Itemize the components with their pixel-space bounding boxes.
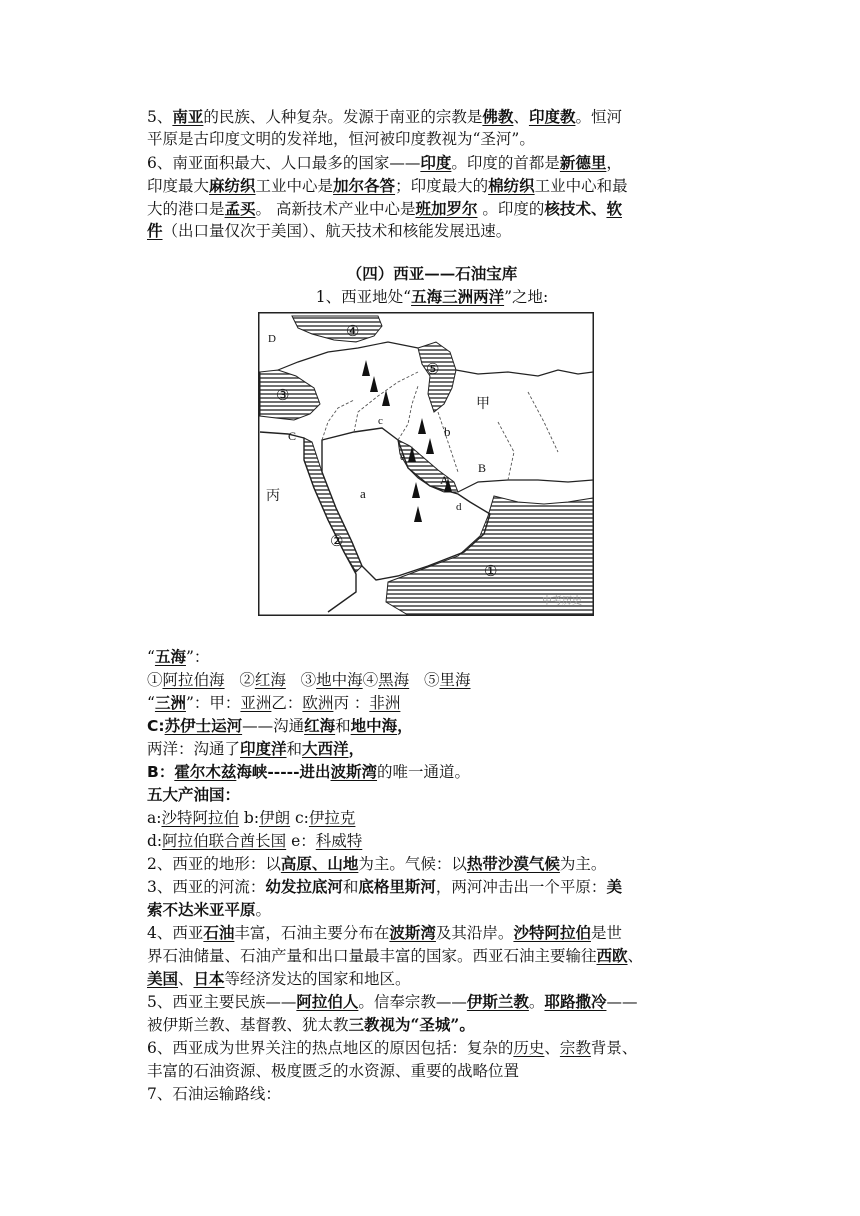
keyword: 苏伊士运河: [164, 716, 243, 735]
text: 和: [286, 740, 303, 758]
keyword: 红海: [254, 671, 286, 689]
label-red-sea: ②: [330, 534, 344, 550]
text: C:: [147, 717, 165, 735]
text: 等经济发达的国家和地区。: [224, 970, 411, 988]
keyword: 麻纺织: [209, 176, 256, 195]
text: 4、西亚: [147, 924, 204, 942]
watermark: 中考历史: [542, 596, 582, 607]
text: ，: [397, 716, 413, 735]
seas-list: [147, 669, 717, 691]
keyword: 美国: [147, 969, 179, 988]
text: 。信奉宗教——: [358, 993, 467, 1011]
text: 工业中心和最: [534, 177, 628, 195]
suez-canal: [147, 715, 717, 737]
text: 、: [627, 947, 644, 965]
keyword: 伊斯兰教: [466, 992, 529, 1011]
text: 印度最大: [147, 177, 210, 195]
text: 。恒河: [575, 108, 622, 126]
label-arabian-sea: ①: [484, 564, 498, 580]
text: ，: [348, 739, 365, 758]
text: ”之地:: [504, 288, 549, 306]
keyword: 沙特阿拉伯: [513, 923, 591, 942]
hormuz-strait: [147, 761, 717, 783]
text: B：: [147, 763, 175, 781]
keyword: 里海: [439, 671, 471, 689]
text: 。: [255, 901, 272, 919]
keyword: 佛教: [482, 107, 514, 126]
rivers: [147, 876, 717, 898]
text: ，: [606, 154, 622, 172]
keyword: 大西洋: [302, 739, 349, 758]
label-jia: 甲: [476, 397, 490, 412]
text: 5、: [147, 108, 173, 126]
oil-producers-2: [147, 830, 717, 852]
text: d:: [147, 832, 163, 850]
hotspot-reasons: [147, 1037, 717, 1059]
keyword: 印度教: [528, 107, 576, 126]
para-line: 平原是古印度文明的发祥地，恒河被印度教视为“圣河”。: [147, 130, 535, 148]
text: 及其沿岸。: [435, 924, 514, 942]
text: “: [147, 648, 155, 666]
text: 为主。气候：以: [358, 855, 467, 873]
people-religion-cont: [147, 1014, 717, 1036]
keyword: 耶路撒冷: [544, 992, 607, 1011]
keyword: 波斯湾: [389, 923, 436, 942]
oil-producers-title: 五大产油国：: [147, 785, 241, 804]
text: 。: [528, 993, 545, 1011]
keyword: 红海: [304, 716, 336, 735]
para-line: [147, 220, 717, 242]
oil-resources-cont: [147, 968, 717, 990]
text: 6、西亚成为世界关注的热点地区的原因包括：复杂的: [147, 1039, 514, 1057]
people-religion: [147, 991, 717, 1013]
label-c: c: [378, 415, 383, 427]
keyword: 三教视为“圣城”: [348, 1015, 460, 1034]
hotspot-reasons-cont: 丰富的石油资源、极度匮乏的水资源、重要的战略位置: [147, 1062, 520, 1080]
keyword: 地中海: [350, 716, 398, 735]
keyword: 件: [147, 221, 163, 240]
keyword: 索不达米亚平原: [147, 900, 256, 919]
text: 界石油储量、石油产量和出口量最丰富的国家。西亚石油主要输往: [147, 947, 597, 965]
text: ③: [300, 671, 317, 689]
text: 的唯一通道。: [377, 763, 471, 781]
text: 丰富，石油主要分布在: [234, 924, 390, 942]
keyword: 高原、山地: [280, 854, 359, 873]
keyword: 阿拉伯海: [162, 671, 225, 689]
keyword: 核技术: [544, 199, 591, 218]
text: ①: [147, 671, 163, 689]
keyword: 棉纺织: [488, 176, 535, 195]
keyword: 黑海: [378, 671, 410, 689]
keyword: 伊拉克: [308, 809, 356, 827]
label-d: d: [456, 501, 462, 513]
text: 两洋：沟通了: [147, 740, 241, 758]
label-D: D: [268, 333, 276, 345]
keyword: 欧洲: [302, 694, 334, 712]
label-A: A: [440, 473, 449, 487]
intro-line: [147, 286, 717, 308]
keyword: 南亚: [172, 107, 204, 126]
text: 6、南亚面积最大、人口最多的国家——: [147, 154, 421, 172]
para-line: [147, 175, 717, 197]
label-b: b: [444, 424, 451, 439]
keyword: 日本: [193, 969, 225, 988]
text: 乙：: [271, 694, 303, 712]
keyword: 五海: [154, 647, 186, 666]
label-mediterranean: ③: [276, 388, 290, 404]
keyword: 霍尔木兹: [174, 762, 237, 781]
para-line: [147, 198, 717, 220]
text: c:: [290, 809, 309, 827]
text: 大的港口是: [147, 200, 225, 218]
label-C: C: [288, 429, 297, 443]
text: ④: [362, 671, 379, 689]
text: ——: [606, 993, 638, 1011]
keyword: 软: [606, 199, 622, 218]
text: 海峡-----进出: [236, 762, 331, 781]
label-B: B: [478, 461, 487, 475]
text: 3、西亚的河流：: [147, 878, 266, 896]
text: 被伊斯兰教、基督教、犹太教: [147, 1016, 349, 1034]
text: ——沟通: [242, 717, 305, 735]
keyword: 亚洲: [240, 694, 272, 712]
keyword: 班加罗尔: [415, 199, 478, 218]
text: e：: [286, 832, 316, 850]
keyword: 科威特: [315, 832, 363, 850]
keyword: 加尔各答: [333, 176, 396, 195]
para-india: [147, 152, 717, 174]
keyword: 波斯湾: [330, 762, 378, 781]
text: 背景、: [590, 1039, 638, 1057]
keyword: 新德里: [559, 153, 607, 172]
west-asia-map: [258, 312, 594, 616]
text: 5、西亚主要民族——: [147, 993, 297, 1011]
keyword: 伊朗: [259, 809, 291, 827]
keyword: 历史: [513, 1039, 545, 1057]
label-caspian-sea: ⑤: [426, 362, 440, 378]
text: 、: [513, 108, 529, 126]
text: “: [147, 694, 155, 712]
oil-resources-cont: [147, 945, 717, 967]
label-a: a: [360, 486, 366, 501]
text: 工业中心是: [255, 177, 334, 195]
text: ；印度最大的: [395, 177, 489, 195]
three-continents: [147, 692, 717, 714]
keyword: 西欧: [596, 946, 628, 965]
text: 的民族、人种复杂。发源于南亚的宗教是: [203, 108, 483, 126]
label-bing: 丙: [266, 489, 280, 504]
two-oceans: [147, 738, 717, 760]
label-e: e: [400, 451, 405, 463]
keyword: 五海三洲两洋: [411, 287, 505, 306]
text: 、: [590, 199, 607, 218]
keyword: 地中海: [316, 671, 363, 689]
keyword: 底格里斯河: [358, 877, 436, 896]
text: 、: [544, 1039, 560, 1057]
text: （出口量仅次于美国）、航天技术和核能发展迅速。: [162, 222, 512, 240]
keyword: 宗教: [559, 1039, 591, 1057]
text: 、: [178, 970, 194, 988]
text: 和: [335, 717, 351, 735]
text: 1、西亚地处“: [315, 288, 412, 306]
text: 为主。: [559, 855, 607, 873]
terrain-climate: [147, 853, 717, 875]
keyword: 热带沙漠气候: [466, 854, 560, 873]
keyword: 美: [606, 877, 622, 896]
keyword: 三洲: [154, 693, 186, 712]
keyword: 印度: [420, 153, 452, 172]
rivers-cont: [147, 899, 717, 921]
text: 丙 ：: [333, 694, 370, 712]
text: b:: [238, 809, 260, 827]
text: 。: [459, 1015, 475, 1034]
keyword: 孟买: [224, 199, 256, 218]
text: ，两河冲击出一个平原：: [435, 878, 607, 896]
para-south-asia-religion: [147, 106, 717, 128]
keyword: 印度洋: [240, 739, 287, 758]
text: 。 高新技术产业中心是: [255, 200, 416, 218]
keyword: 阿拉伯联合酋长国: [162, 832, 287, 850]
text: 和: [342, 878, 359, 896]
section-heading: （四）西亚——石油宝库: [346, 264, 518, 283]
oil-resources: [147, 922, 717, 944]
label-black-sea: ④: [346, 324, 360, 340]
text: ”：: [185, 648, 210, 666]
five-seas-title: [147, 646, 717, 668]
keyword: 幼发拉底河: [265, 877, 343, 896]
keyword: 非洲: [369, 694, 401, 712]
text: ⑤: [423, 671, 440, 689]
keyword: 沙特阿拉伯: [161, 809, 239, 827]
keyword: 阿拉伯人: [296, 992, 359, 1011]
text: ②: [239, 671, 255, 689]
text: 。印度的: [477, 200, 545, 218]
text: 2、西亚的地形：以: [147, 855, 281, 873]
text: 是世: [590, 924, 622, 942]
text: a:: [147, 809, 162, 827]
text: ”：甲：: [185, 694, 241, 712]
oil-producers-1: [147, 807, 717, 829]
keyword: 石油: [203, 923, 235, 942]
oil-route: 7、石油运输路线：: [147, 1085, 281, 1103]
text: 。印度的首都是: [451, 154, 560, 172]
